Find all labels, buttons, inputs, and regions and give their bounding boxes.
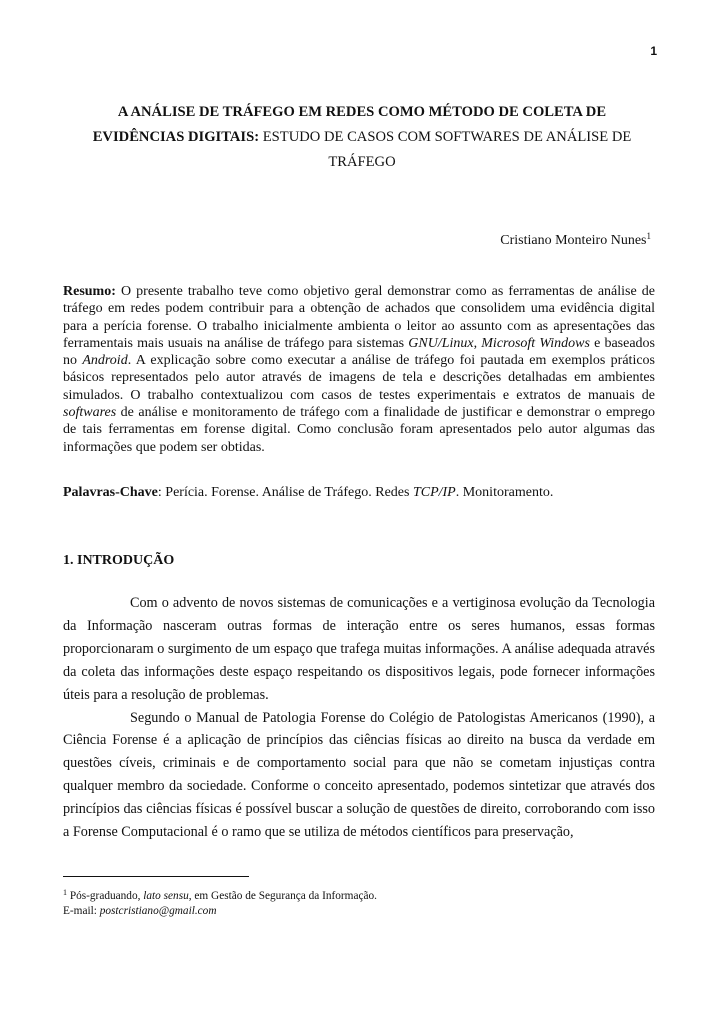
page-number: 1 bbox=[650, 44, 657, 58]
title-bold-part: A ANÁLISE DE TRÁFEGO EM REDES COMO MÉTODO DE COLETA DE EVIDÊNCIAS DIGITAIS: bbox=[92, 104, 607, 145]
abstract-text: . A explicação sobre como executar a análise de tráfego foi pautada em exemplos práticos básicos representados pelo autor através de imagens de tela e descrições detalhadas em ambientes simulados. O trabalho contextualizou com casos de testes experimentais e extratos de manuais de bbox=[63, 353, 655, 403]
abstract-italic-term: Android bbox=[82, 353, 128, 369]
footnote bbox=[63, 885, 655, 919]
keywords-label: Palavras-Chave bbox=[63, 485, 158, 500]
body-paragraph: Segundo o Manual de Patologia Forense do Colégio de Patologistas Americanos (1990), a Ciência Forense é a aplicação de princípios das ciências físicas ao direito na busca da verdade em questões cíveis, criminais e de comportamento social para que não se cometam injustiças contra qualquer membro da sociedade. Conforme o conceito apresentado, podemos sintetizar que através dos princípios das ciências físicas é possível buscar a solução de questões de direito, corroborando com isso a Forense Computacional é o ramo que se utiliza de métodos científicos para preservação, bbox=[63, 709, 655, 841]
footnote-text: , em Gestão de Segurança da Informação. bbox=[188, 890, 377, 902]
footnote-email-label: E-mail: bbox=[63, 905, 100, 917]
abstract-label: Resumo: bbox=[63, 284, 116, 299]
keywords bbox=[63, 484, 655, 501]
abstract-text: e baseados no bbox=[63, 335, 655, 369]
footnote-divider bbox=[63, 876, 249, 877]
body-paragraph: Com o advento de novos sistemas de comunicações e a vertiginosa evolução da Tecnologia da Informação nasceram outras formas de interação entre os seres humanos, essas formas proporcionaram o surgimento de um espaço que trafega muitas informações. A análise adequada através da coleta das informações deste espaço respeitando os dispositivos legais, pode fornecer informações úteis para a resolução de problemas. bbox=[63, 595, 655, 703]
author-footnote-mark: 1 bbox=[646, 231, 651, 241]
section-heading: 1. INTRODUÇÃO bbox=[63, 553, 175, 568]
abstract bbox=[63, 283, 655, 456]
footnote-mark: 1 bbox=[63, 888, 67, 897]
keywords-italic-term: TCP/IP bbox=[412, 485, 456, 500]
footnote-line bbox=[63, 885, 655, 904]
abstract-italic-term: GNU/Linux bbox=[408, 335, 474, 351]
paper-title bbox=[82, 100, 642, 175]
abstract-italic-term: Microsoft Windows bbox=[481, 335, 590, 351]
title-regular-part: ESTUDO DE CASOS COM SOFTWARES DE ANÁLISE DE TRÁFEGO bbox=[262, 129, 632, 170]
keywords-text: : Perícia. Forense. Análise de Tráfego. Redes bbox=[157, 485, 413, 500]
abstract-text: de análise e monitoramento de tráfego com a finalidade de justificar e demonstrar o emprego de tais ferramentas em forense digital. Como conclusão foram apresentados pelo autor algumas das informações que podem ser obtidas. bbox=[63, 405, 655, 455]
footnote-email-line bbox=[63, 904, 655, 919]
footnote-email: postcristiano@gmail.com bbox=[99, 905, 217, 917]
footnote-italic-term: lato sensu bbox=[143, 890, 189, 902]
abstract-text: , bbox=[473, 335, 482, 351]
footnote-text: Pós-graduando, bbox=[67, 890, 144, 902]
section-body bbox=[63, 592, 655, 844]
abstract-text: O presente trabalho teve como objetivo geral demonstrar como as ferramentas de análise de tráfego em redes podem contribuir para a obtenção de achados que consolidem uma evidência digital para a perícia forense. O trabalho inicialmente ambienta o leitor ao assunto com as apresentações das ferramentais mais usuais na análise de tráfego para sistemas bbox=[63, 284, 655, 351]
abstract-italic-term: softwares bbox=[63, 405, 117, 421]
author-line bbox=[500, 231, 651, 249]
keywords-text: . Monitoramento. bbox=[455, 485, 554, 500]
author-name: Cristiano Monteiro Nunes bbox=[500, 233, 647, 248]
